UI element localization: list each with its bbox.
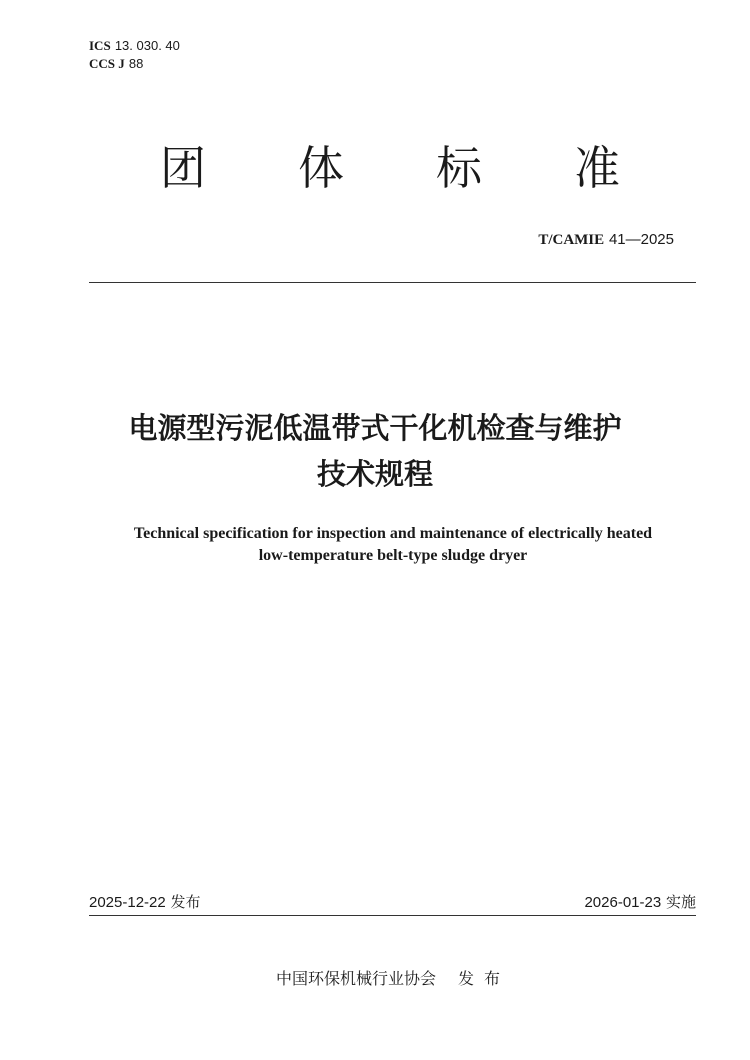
header-divider (89, 282, 696, 283)
standard-number-prefix: T/CAMIE (538, 232, 605, 248)
ics-code-line (89, 37, 180, 55)
publisher-name: 中国环保机械行业协会 (275, 969, 436, 988)
standard-type-heading (160, 138, 620, 198)
standard-number (538, 230, 674, 249)
title-english-line2: low-temperature belt-type sludge dryer (258, 547, 528, 564)
standard-type-char: 标 (436, 141, 482, 195)
implementation-date-label: 实施 (665, 893, 696, 911)
issue-date-label: 发布 (170, 893, 201, 911)
implementation-date (584, 891, 696, 912)
classification-codes (89, 37, 180, 73)
implementation-date-value: 2026-01-23 (584, 894, 662, 911)
standard-type-char: 准 (574, 141, 620, 195)
issue-date-value: 2025-12-22 (89, 894, 166, 911)
standard-number-value: 41—2025 (608, 231, 674, 248)
issue-date (89, 891, 201, 912)
title-english-line1: Technical specification for inspection and maintenance of electrically heated (133, 525, 653, 542)
publisher-verb: 发布 (458, 969, 511, 988)
title-chinese (0, 405, 750, 497)
publisher-line (0, 966, 750, 989)
ics-code: 13. 030. 40 (114, 38, 180, 53)
ccs-label: CCS J (89, 56, 125, 71)
title-chinese-line2: 技术规程 (316, 457, 433, 491)
title-chinese-line1: 电源型污泥低温带式干化机检查与维护 (128, 411, 622, 445)
standard-type-char: 体 (298, 141, 344, 195)
ccs-code: 88 (128, 56, 144, 71)
title-english (0, 523, 750, 567)
ics-label: ICS (89, 38, 111, 53)
footer-divider (89, 915, 696, 916)
ccs-code-line (89, 55, 180, 73)
standard-type-char: 团 (160, 141, 206, 195)
